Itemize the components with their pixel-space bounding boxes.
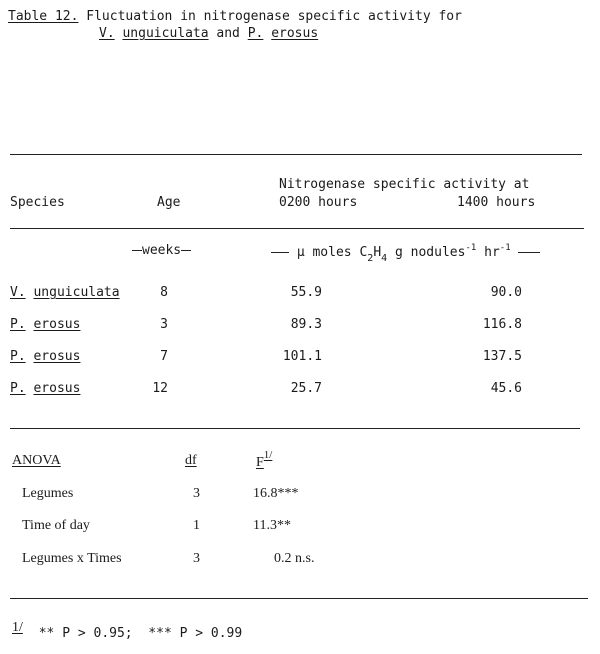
caption-and: and (216, 26, 240, 41)
activity-unit: µ moles $C_2H_4$ g nodules$^{-1}$ $hr^{-1}$ (271, 243, 540, 264)
age-unit: weeks (132, 243, 191, 258)
caption-species1-name: unguiculata (122, 26, 209, 41)
row-value-1400: 45.6 (490, 381, 522, 396)
anova-f-footnote: 1/ (263, 449, 273, 461)
table-label: Table 12. (8, 9, 79, 24)
row-genus: P. (10, 317, 26, 332)
row-value-0200: 101.1 (282, 349, 322, 364)
caption-species2-genus: P. (247, 26, 264, 41)
row-species: erosus (33, 317, 81, 332)
row-value-1400: 90.0 (490, 285, 522, 300)
anova-source: Time of day (22, 518, 90, 533)
caption-species1-genus: V. (99, 26, 115, 41)
table-caption (8, 8, 462, 42)
row-value-0200: 25.7 (290, 381, 322, 396)
header-age: Age (157, 195, 181, 210)
anova-source: Legumes (22, 486, 74, 501)
anova-title: ANOVA (12, 453, 61, 468)
anova-f-header: $F^{1/}$ (256, 449, 273, 470)
row-value-1400: 116.8 (482, 317, 522, 332)
anova-f: 11.3** (253, 518, 291, 533)
footnote-marker: 1/ (12, 620, 23, 635)
anova-df: 1 (193, 518, 200, 533)
row-species: unguiculata (33, 285, 120, 300)
anova-rule (10, 428, 580, 429)
row-age: 8 (160, 285, 168, 300)
row-species: erosus (33, 381, 81, 396)
row-value-0200: 89.3 (290, 317, 322, 332)
row-age: 3 (160, 317, 168, 332)
header-time-1400: 1400 hours (457, 195, 536, 210)
row-genus: V. (10, 285, 26, 300)
row-age: 12 (152, 381, 168, 396)
footnote-text: ** P > 0.95; *** P > 0.99 (38, 626, 243, 641)
header-rule (10, 228, 584, 229)
row-value-0200: 55.9 (290, 285, 322, 300)
header-time-0200: 0200 hours (279, 195, 358, 210)
bottom-rule (10, 598, 588, 599)
anova-source: Legumes x Times (22, 551, 122, 566)
header-species: Species (10, 195, 65, 210)
caption-line1: Fluctuation in nitrogenase specific activity for (86, 9, 462, 24)
anova-df: 3 (193, 486, 200, 501)
anova-df: 3 (193, 551, 200, 566)
anova-df-header: df (185, 453, 197, 468)
anova-f: 16.8*** (253, 486, 299, 501)
row-genus: P. (10, 349, 26, 364)
row-value-1400: 137.5 (482, 349, 522, 364)
header-activity-title: Nitrogenase specific activity at (279, 177, 530, 192)
caption-species2-name: erosus (271, 26, 319, 41)
anova-f: 0.2 n.s. (274, 551, 315, 566)
row-species: erosus (33, 349, 81, 364)
row-genus: P. (10, 381, 26, 396)
row-age: 7 (160, 349, 168, 364)
top-rule (10, 154, 582, 155)
footnote (12, 620, 243, 642)
